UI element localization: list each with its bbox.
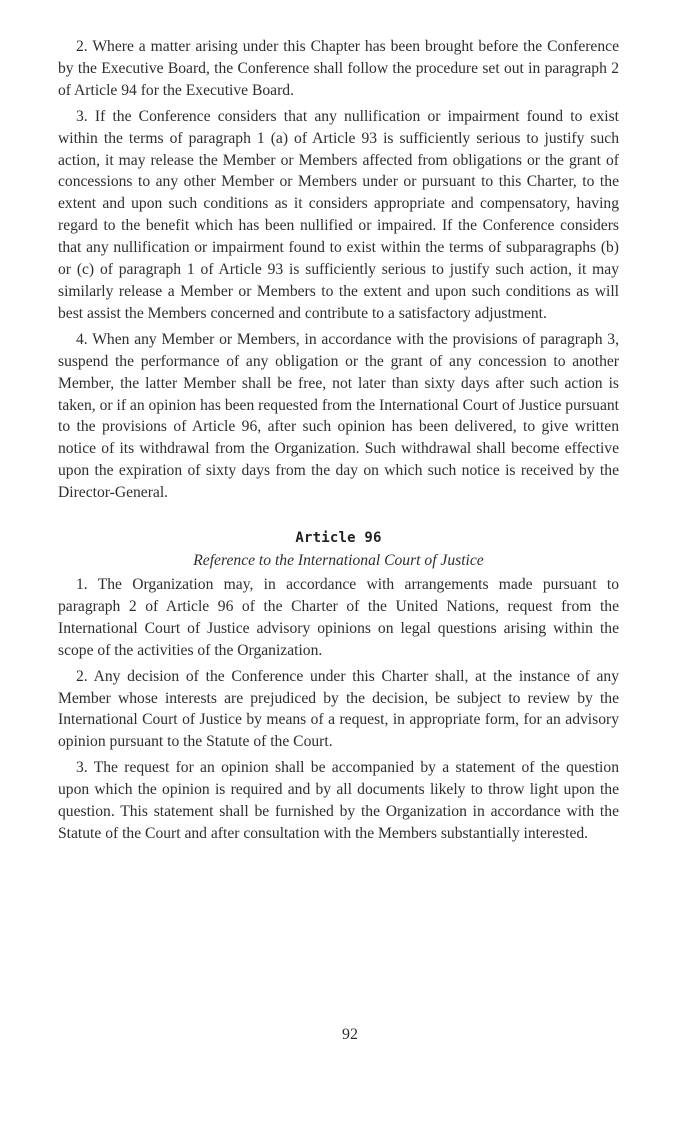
article-title: Reference to the International Court of Justice xyxy=(193,552,484,570)
paragraph-4-withdrawal: 4. When any Member or Members, in accordance with the provisions of paragraph 3, suspend the performance of any obligation or the grant of any concession to another Member, the latter Member shall be free, not later than sixty days after such action is taken, or if an opinion has been requested from the International Court of Justice pursuant to the provisions of Article 96, after such opinion has been delivered, to give written notice of its withdrawal from the Organization. Such withdrawal shall become effective upon the expiration of sixty days from the day on which such notice is received by the Director-General. xyxy=(58,330,619,502)
paragraph-2-procedure: 2. Where a matter arising under this Chapter has been brought before the Conference by the Executive Board, the Conference shall follow the procedure set out in paragraph 2 of Article 94 for the Executive Board. xyxy=(58,38,619,99)
article96-paragraph-3: 3. The request for an opinion shall be accompanied by a statement of the question upon which the opinion is required and by all documents likely to throw light upon the question. This statement shall be furnished by the Organization in accordance with the Statute of the Court and after consultation with the Members substantially interested. xyxy=(58,759,619,842)
article-heading: Article 96 xyxy=(295,530,382,547)
paragraph-3-release-obligations: 3. If the Conference considers that any nullification or impairment found to exist within the terms of paragraph 1 (a) of Article 93 is sufficiently serious to justify such action, it may release the Member or Members affected from obligations or the grant of concessions to any other Member or Members under or pursuant to this Charter, to the extent and upon such conditions as it considers appropriate and compensatory, having regard to the benefit which has been nullified or impaired. If the Conference considers that any nullification or impairment found to exist within the terms of subparagraphs (b) or (c) of paragraph 1 of Article 93 is sufficiently serious to justify such action, it may similarly release a Member or Members to the extent and upon such conditions as will best assist the Members concerned and contribute to a satisfactory adjustment. xyxy=(58,107,619,322)
document-page xyxy=(58,36,619,849)
page-number: 92 xyxy=(342,1026,358,1043)
article96-paragraph-2: 2. Any decision of the Conference under this Charter shall, at the instance of any Member whose interests are prejudiced by the decision, be subject to review by the International Court of Justice by means of a request, in appropriate form, for an advisory opinion pursuant to the Statute of the Court. xyxy=(58,667,619,751)
article96-paragraph-1: 1. The Organization may, in accordance with arrangements made pursuant to paragraph 2 of Article 96 of the Charter of the United Nations, request from the International Court of Justice advisory opinions on legal questions arising within the scope of the activities of the Organization. xyxy=(58,576,619,659)
